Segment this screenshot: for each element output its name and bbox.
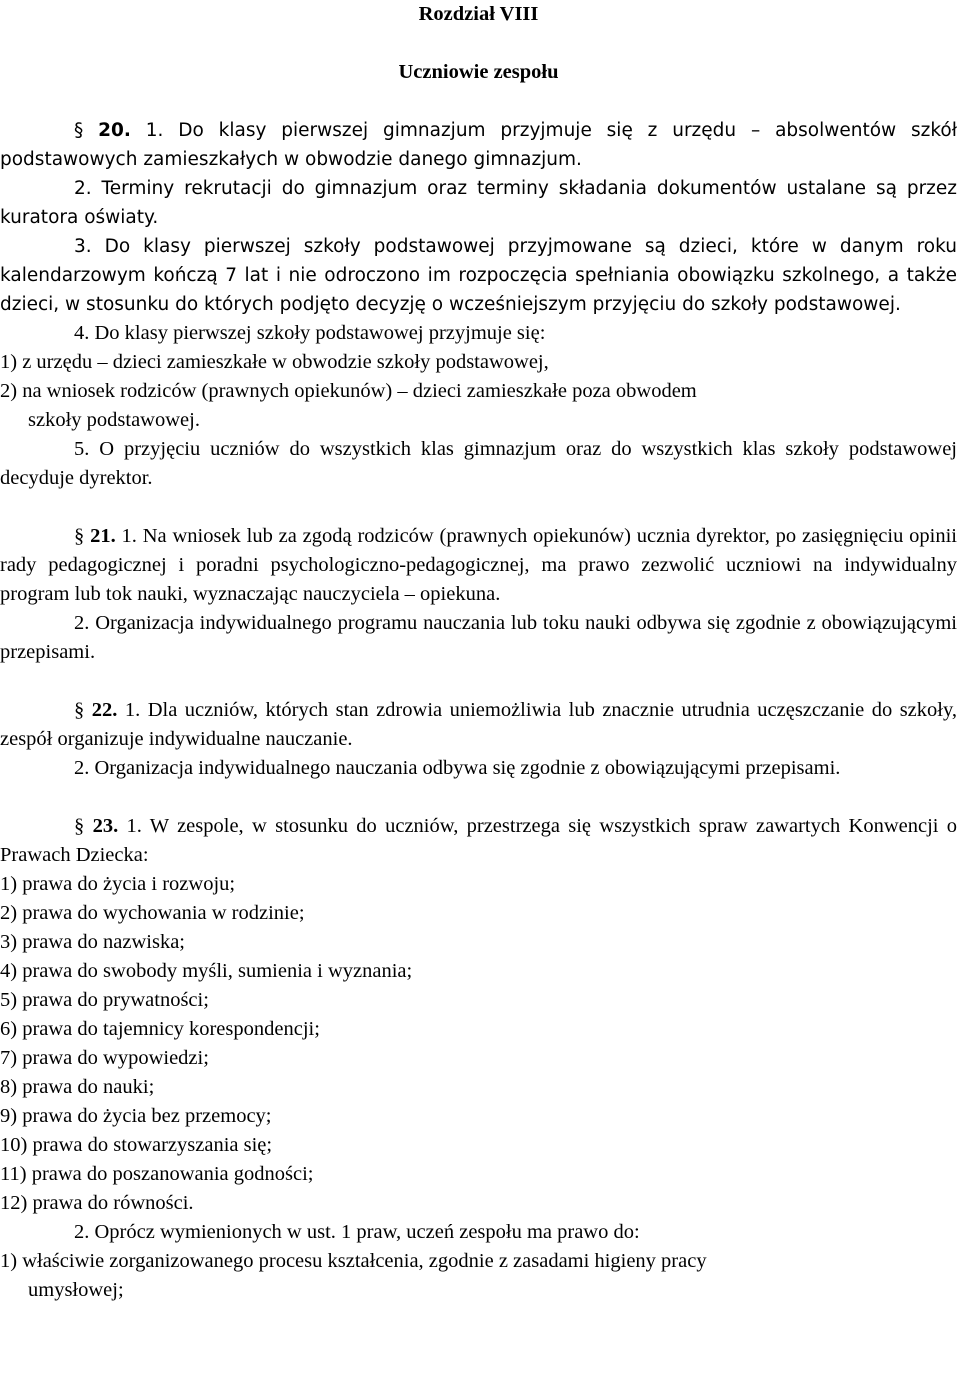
section-20-paragraph-1-text: 1. Do klasy pierwszej gimnazjum przyjmuje się z urzędu – absolwentów szkół podstawowych zamieszkałych w obwodzie danego gimnazjum. xyxy=(0,120,958,170)
rights-list-item: 9) prawa do życia bez przemocy; xyxy=(0,1105,272,1127)
section-20-list-item-1: 1) z urzędu – dzieci zamieszkałe w obwodzie szkoły podstawowej, xyxy=(0,351,549,373)
rights-list-item: 1) prawa do życia i rozwoju; xyxy=(0,873,236,895)
section-21-number: 21. xyxy=(90,525,116,547)
section-21-paragraph-1-text: 1. Na wniosek lub za zgodą rodziców (prawnych opiekunów) ucznia dyrektor, po zasięgnięciu opinii rady pedagogicznej i poradni psychologiczno-pedagogicznej, ma prawo zezwolić uczniowi na indywidualny program lub tok nauki, wyznaczając nauczyciela – opiekuna. xyxy=(0,525,957,605)
section-20-number: 20. xyxy=(98,120,131,141)
section-20-paragraph-1 xyxy=(0,116,957,174)
rights-list-item: 11) prawa do poszanowania godności; xyxy=(0,1163,314,1185)
rights-list-item: 12) prawa do równości. xyxy=(0,1192,194,1214)
rights-list-item: 10) prawa do stowarzyszania się; xyxy=(0,1134,273,1156)
section-22-number: 22. xyxy=(91,699,118,721)
rights-list-item: 4) prawa do swobody myśli, sumienia i wyznania; xyxy=(0,960,413,982)
section-22-paragraph-1-text: 1. Dla uczniów, których stan zdrowia uniemożliwia lub znacznie utrudnia uczęszczanie do szkoły, zespół organizuje indywidualne nauczanie. xyxy=(0,699,958,750)
section-20-list-item-2: 2) na wniosek rodziców (prawnych opiekunów) – dzieci zamieszkałe poza obwodem xyxy=(0,380,697,402)
section-20-paragraph-2: 2. Terminy rekrutacji do gimnazjum oraz terminy składania dokumentów ustalane są przez kuratora oświaty. xyxy=(0,178,957,228)
section-sign: § xyxy=(74,120,84,141)
section-23-paragraph-1 xyxy=(0,812,957,870)
section-20-list-item-2-continuation: szkoły podstawowej. xyxy=(28,409,200,431)
rights-list-item: 3) prawa do nazwiska; xyxy=(0,931,186,953)
rights-list-item: 5) prawa do prywatności; xyxy=(0,989,209,1011)
section-22-paragraph-1 xyxy=(0,696,957,754)
chapter-title: Uczniowie zespołu xyxy=(398,61,559,83)
section-23-number: 23. xyxy=(92,815,119,837)
section-20-paragraph-4: 4. Do klasy pierwszej szkoły podstawowej przyjmuje się: xyxy=(74,322,546,344)
section-23-paragraph-2: 2. Oprócz wymienionych w ust. 1 praw, uczeń zespołu ma prawo do: xyxy=(74,1221,640,1243)
section-22-paragraph-2: 2. Organizacja indywidualnego nauczania odbywa się zgodnie z obowiązującymi przepisami. xyxy=(74,757,841,779)
rights-list-item: 7) prawa do wypowiedzi; xyxy=(0,1047,209,1069)
section-20-paragraph-5: 5. O przyjęciu uczniów do wszystkich klas gimnazjum oraz do wszystkich klas szkoły podstawowej decyduje dyrektor. xyxy=(0,438,957,489)
section-20-paragraph-3: 3. Do klasy pierwszej szkoły podstawowej przyjmowane są dzieci, które w danym roku kalendarzowym kończą 7 lat i nie odroczono im rozpoczęcia spełniania obowiązku szkolnego, a także dzieci, w stosunku do których podjęto decyzję o wcześniejszym przyjęciu do szkoły podstawowej. xyxy=(0,236,957,315)
section-23-list-item-1-continuation: umysłowej; xyxy=(28,1279,124,1301)
chapter-heading: Rozdział VIII xyxy=(418,3,539,25)
section-21-paragraph-2: 2. Organizacja indywidualnego programu nauczania lub toku nauki odbywa się zgodnie z obowiązującymi przepisami. xyxy=(0,612,957,663)
section-sign: § xyxy=(74,699,85,721)
section-sign: § xyxy=(74,525,85,547)
section-sign: § xyxy=(74,815,85,837)
section-23-paragraph-1-text: 1. W zespole, w stosunku do uczniów, przestrzega się wszystkich spraw zawartych Konwencji o Prawach Dziecka: xyxy=(0,815,958,866)
rights-list-item: 2) prawa do wychowania w rodzinie; xyxy=(0,902,305,924)
section-23-list-item-1: 1) właściwie zorganizowanego procesu kształcenia, zgodnie z zasadami higieny pracy xyxy=(0,1250,707,1272)
rights-list-item: 8) prawa do nauki; xyxy=(0,1076,155,1098)
section-21-paragraph-1 xyxy=(0,522,957,609)
rights-list-item: 6) prawa do tajemnicy korespondencji; xyxy=(0,1018,320,1040)
